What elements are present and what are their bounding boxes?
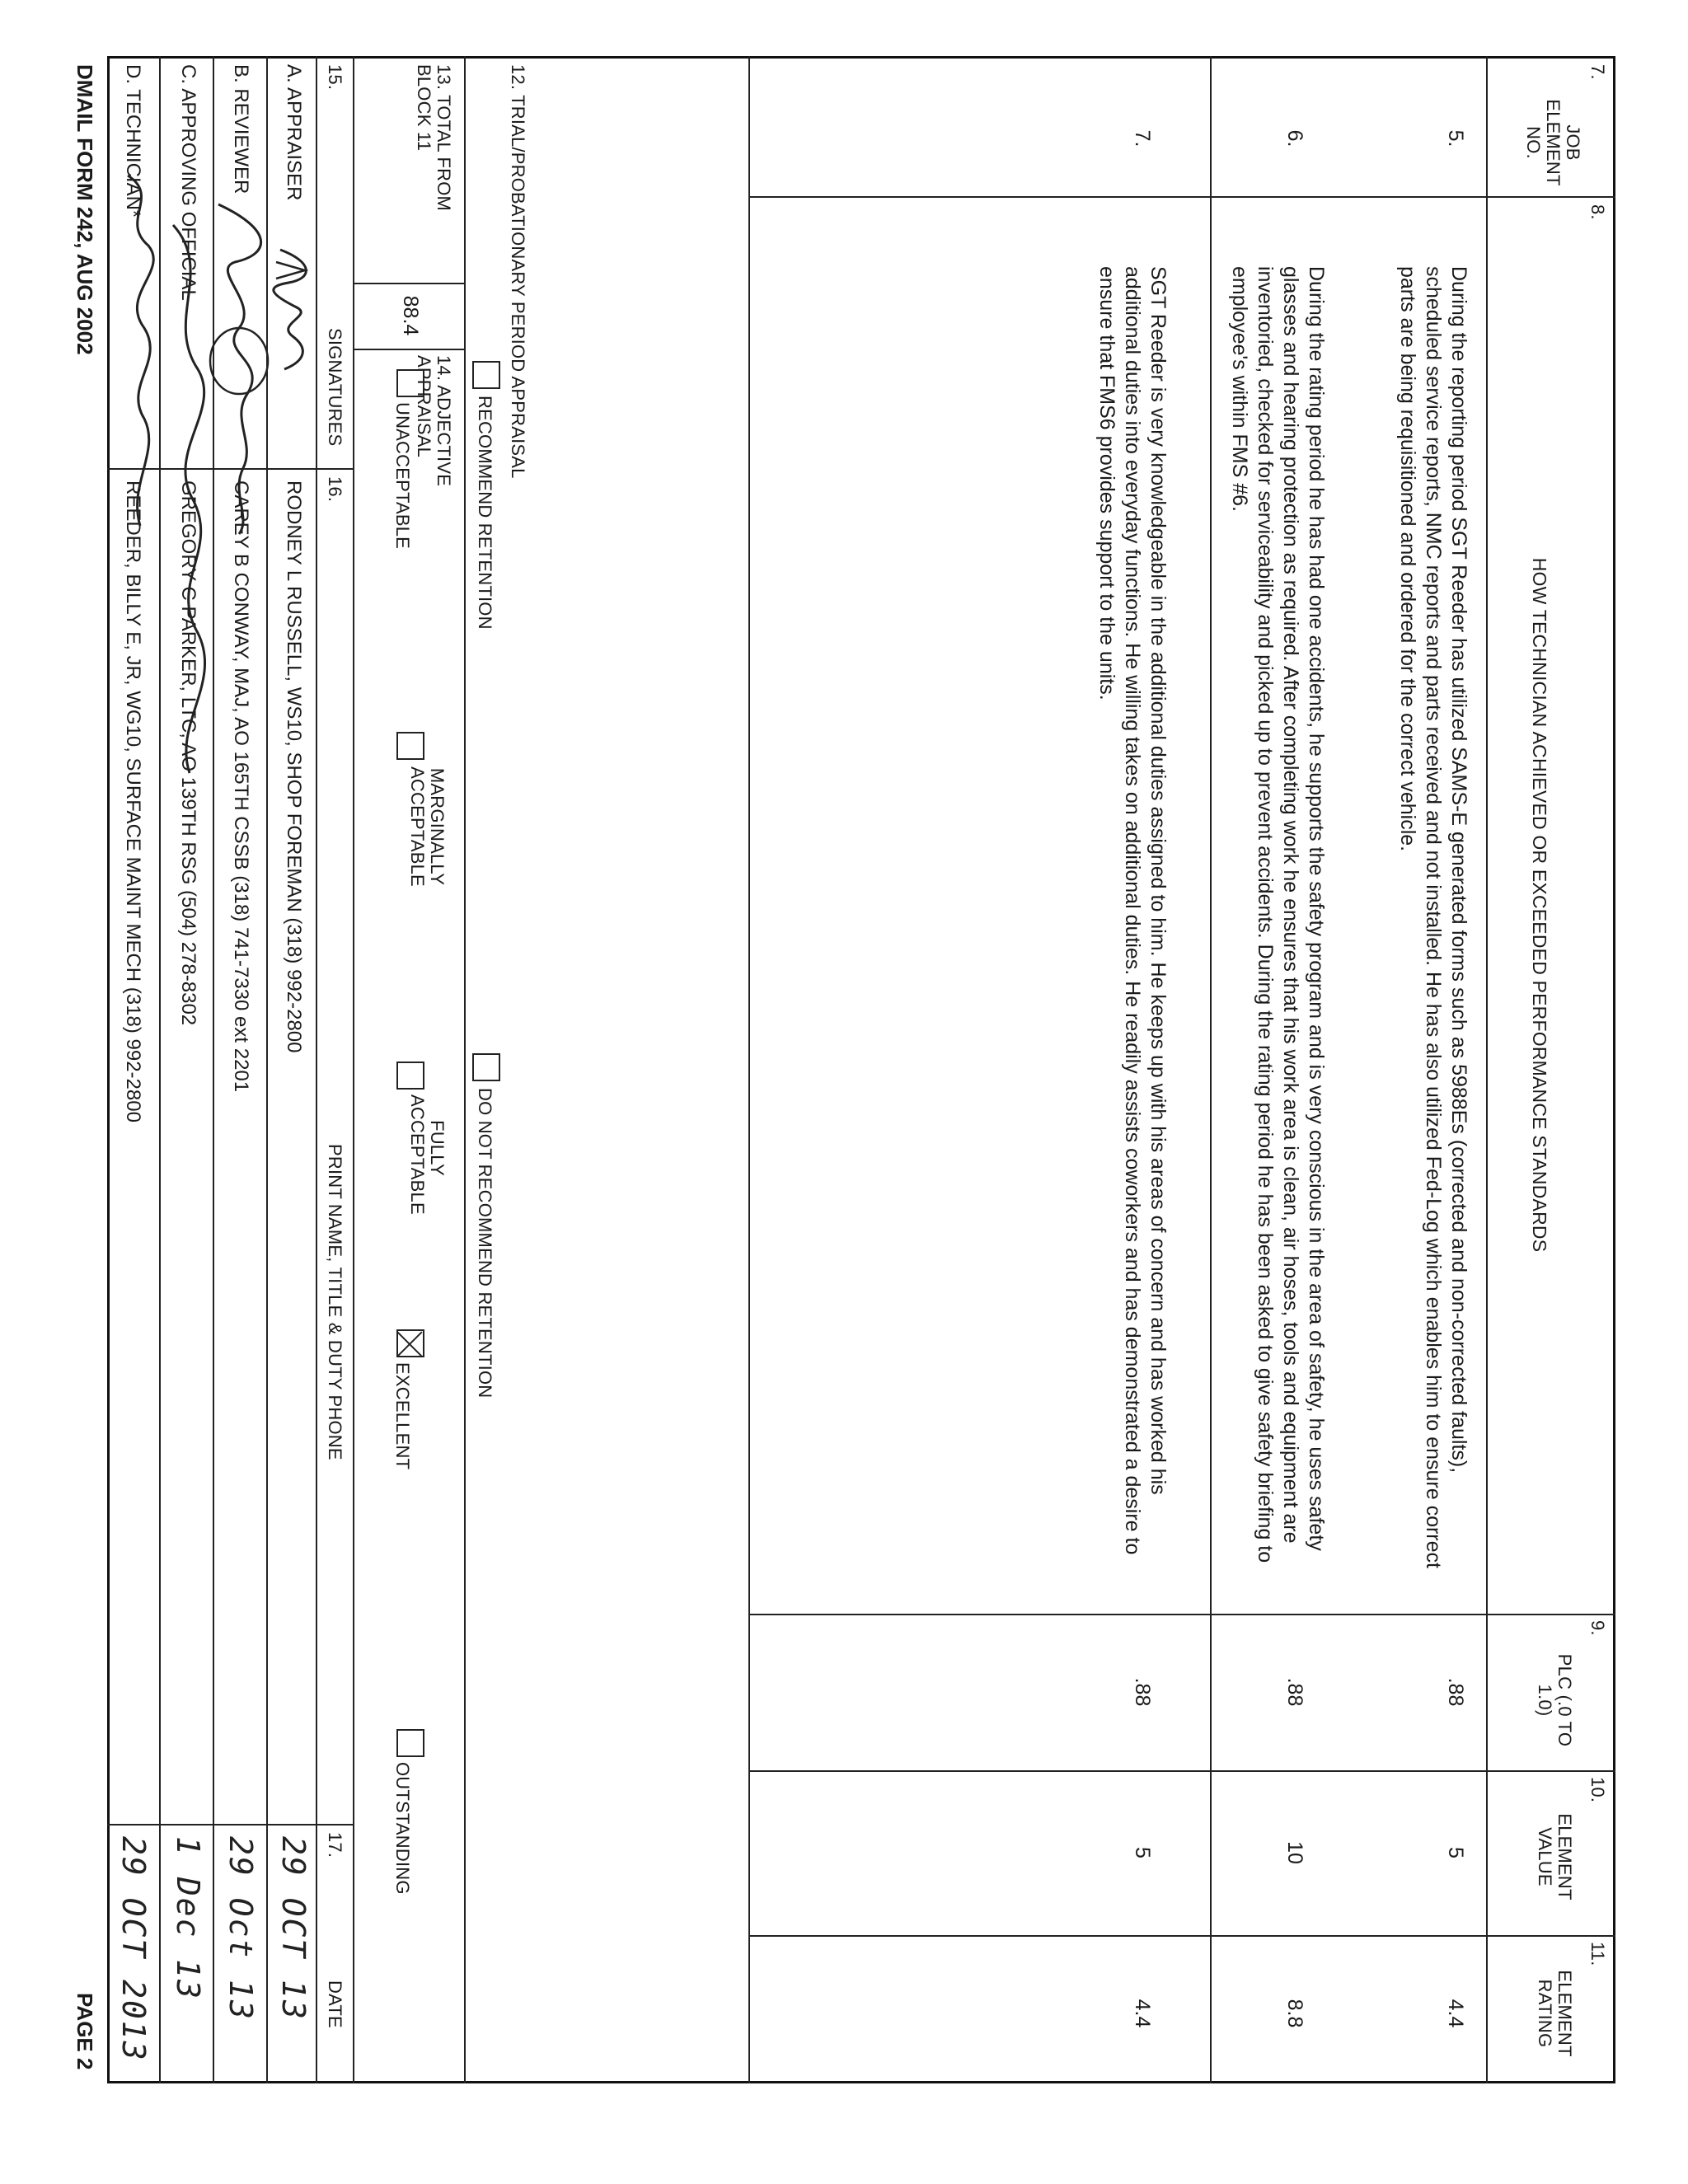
col-divider-13-14 (354, 349, 466, 350)
header-divider (1486, 56, 1488, 2083)
col11-number: 11. (1587, 1942, 1608, 1966)
row-divider (748, 56, 750, 2083)
recommend-retention-checkbox[interactable] (472, 361, 500, 389)
signer-role: B. REVIEWER (230, 64, 252, 194)
element-number: 5. (1444, 129, 1467, 148)
signer-role: A. APPRAISER (283, 64, 305, 201)
col11-label: ELEMENT RATING (1535, 1970, 1575, 2057)
technician-signature (111, 171, 169, 534)
excellent-checkbox[interactable] (396, 1329, 424, 1357)
signature-date: 29 OCT 13 (275, 1836, 312, 2021)
col-divider-16-17 (107, 1824, 354, 1825)
do-not-recommend-checkbox[interactable] (472, 1053, 500, 1081)
col8-label: HOW TECHNICIAN ACHIEVED OR EXCEEDED PERFORMANCE STANDARDS (1529, 557, 1550, 1253)
signer-role: C. APPROVING OFFICIAL (177, 64, 199, 301)
block13-total: 88.4 (399, 295, 422, 336)
signer-name: REEDER, BILLY E, JR, WG10, SURFACE MAINT MECH (318) 992-2800 (122, 480, 144, 1122)
col10-number: 10. (1587, 1777, 1608, 1803)
element-number: 6. (1283, 129, 1306, 148)
element-plc: .88 (1444, 1677, 1467, 1707)
signer-name: GREGORY C PARKER, LTC, AO 139TH RSG (504) 278-8302 (177, 480, 199, 1026)
element-rating: 4.4 (1131, 1999, 1154, 2028)
row-divider (464, 56, 466, 2083)
element-plc: .88 (1131, 1677, 1154, 1707)
fully-acceptable-label: FULLY ACCEPTABLE (407, 1094, 448, 1215)
form-identifier: DMAIL FORM 242, AUG 2002 (73, 64, 97, 355)
block16-label: PRINT NAME, TITLE & DUTY PHONE (325, 1144, 345, 1460)
do-not-recommend-label: DO NOT RECOMMEND RETENTION (475, 1088, 495, 1399)
element-rating: 4.4 (1444, 1999, 1467, 2028)
unacceptable-checkbox[interactable] (396, 369, 424, 397)
col-divider-9-10 (750, 1770, 1615, 1772)
block15-number: 15. (325, 64, 345, 91)
signer-role: D. TECHNICIAN* (122, 64, 144, 218)
col-divider-8-9 (750, 1614, 1615, 1615)
block17-number: 17. (325, 1832, 345, 1858)
excellent-label: EXCELLENT (392, 1362, 413, 1470)
unacceptable-label: UNACCEPTABLE (392, 402, 413, 550)
element-narrative: During the reporting period SGT Reeder has utilized SAMS-E generated forms such as 5988Es (corrected and non-corrected faults), scheduled service reports, NMC reports and parts received and not installed. He has also utilized Fed-Log which enables him to ensure correct parts are being requisitioned and ordered for the correct vehicle. (1396, 266, 1470, 1568)
element-narrative: SGT Reeder is very knowledgeable in the additional duties assigned to him. He keeps up with his areas of concern and has worked his additional duties into everyday functions. He willing takes on additional duties. He readily assists coworkers and has demonstrated a desire to ensure that FMS6 provides support to the units. (1095, 266, 1170, 1555)
signer-name: RODNEY L RUSSELL, WS10, SHOP FOREMAN (318) 992-2800 (283, 480, 305, 1053)
block13-label: 13. TOTAL FROM BLOCK 11 (414, 64, 454, 212)
col-divider-7-8 (750, 196, 1615, 198)
recommend-retention-label: RECOMMEND RETENTION (475, 396, 495, 630)
col9-label: PLC (.0 TO 1.0) (1535, 1653, 1575, 1747)
rotated-form-page (58, 31, 1640, 2108)
col9-number: 9. (1587, 1620, 1608, 1636)
signature-date: 29 Oct 13 (223, 1836, 259, 2021)
element-value: 5 (1131, 1847, 1154, 1858)
signature-date: 1 Dec 13 (170, 1836, 206, 2001)
element-value: 5 (1444, 1847, 1467, 1858)
col-divider-10-11 (750, 1935, 1615, 1937)
block14-label: 14. ADJECTIVE APPRAISAL (414, 355, 454, 487)
block17-label: DATE (325, 1980, 345, 2028)
element-plc: .88 (1283, 1677, 1306, 1707)
row-divider (353, 56, 354, 2083)
outstanding-checkbox[interactable] (396, 1729, 424, 1757)
col10-label: ELEMENT VALUE (1535, 1813, 1575, 1900)
block12-label: 12. TRIAL/PROBATIONARY PERIOD APPRAISAL (508, 64, 528, 479)
element-number: 7. (1131, 129, 1154, 148)
page-number: PAGE 2 (73, 1993, 97, 2070)
element-value: 10 (1283, 1841, 1306, 1864)
row-divider (1210, 56, 1212, 2083)
col8-number: 8. (1587, 204, 1608, 220)
marginally-acceptable-checkbox[interactable] (396, 732, 424, 760)
signer-name: CAREY B CONWAY, MAJ, AO 165TH CSSB (318) 741-7330 ext 2201 (230, 480, 252, 1093)
element-narrative: During the rating period he has had one accidents, he supports the safety program and is very conscious in the area of safety, he uses safety glasses and hearing protection as required. After completing work he ensures that his work area is clean, air hoses, tools and equipment are inventoried, checked for serviceability and picked up to prevent accidents. During the rating period he has been asked to give safety briefing to employee's within FMS #6. (1228, 266, 1328, 1563)
signature-date: 29 OCT 2013 (115, 1836, 152, 2062)
element-rating: 8.8 (1283, 1999, 1306, 2028)
col7-label: JOB ELEMENT NO. (1523, 99, 1583, 186)
marginally-acceptable-label: MARGINALLY ACCEPTABLE (407, 766, 448, 887)
block15-label: SIGNATURES (325, 328, 345, 447)
outstanding-label: OUTSTANDING (392, 1762, 413, 1895)
fully-acceptable-checkbox[interactable] (396, 1062, 424, 1090)
block16-number: 16. (325, 476, 345, 503)
col7-number: 7. (1587, 64, 1608, 80)
